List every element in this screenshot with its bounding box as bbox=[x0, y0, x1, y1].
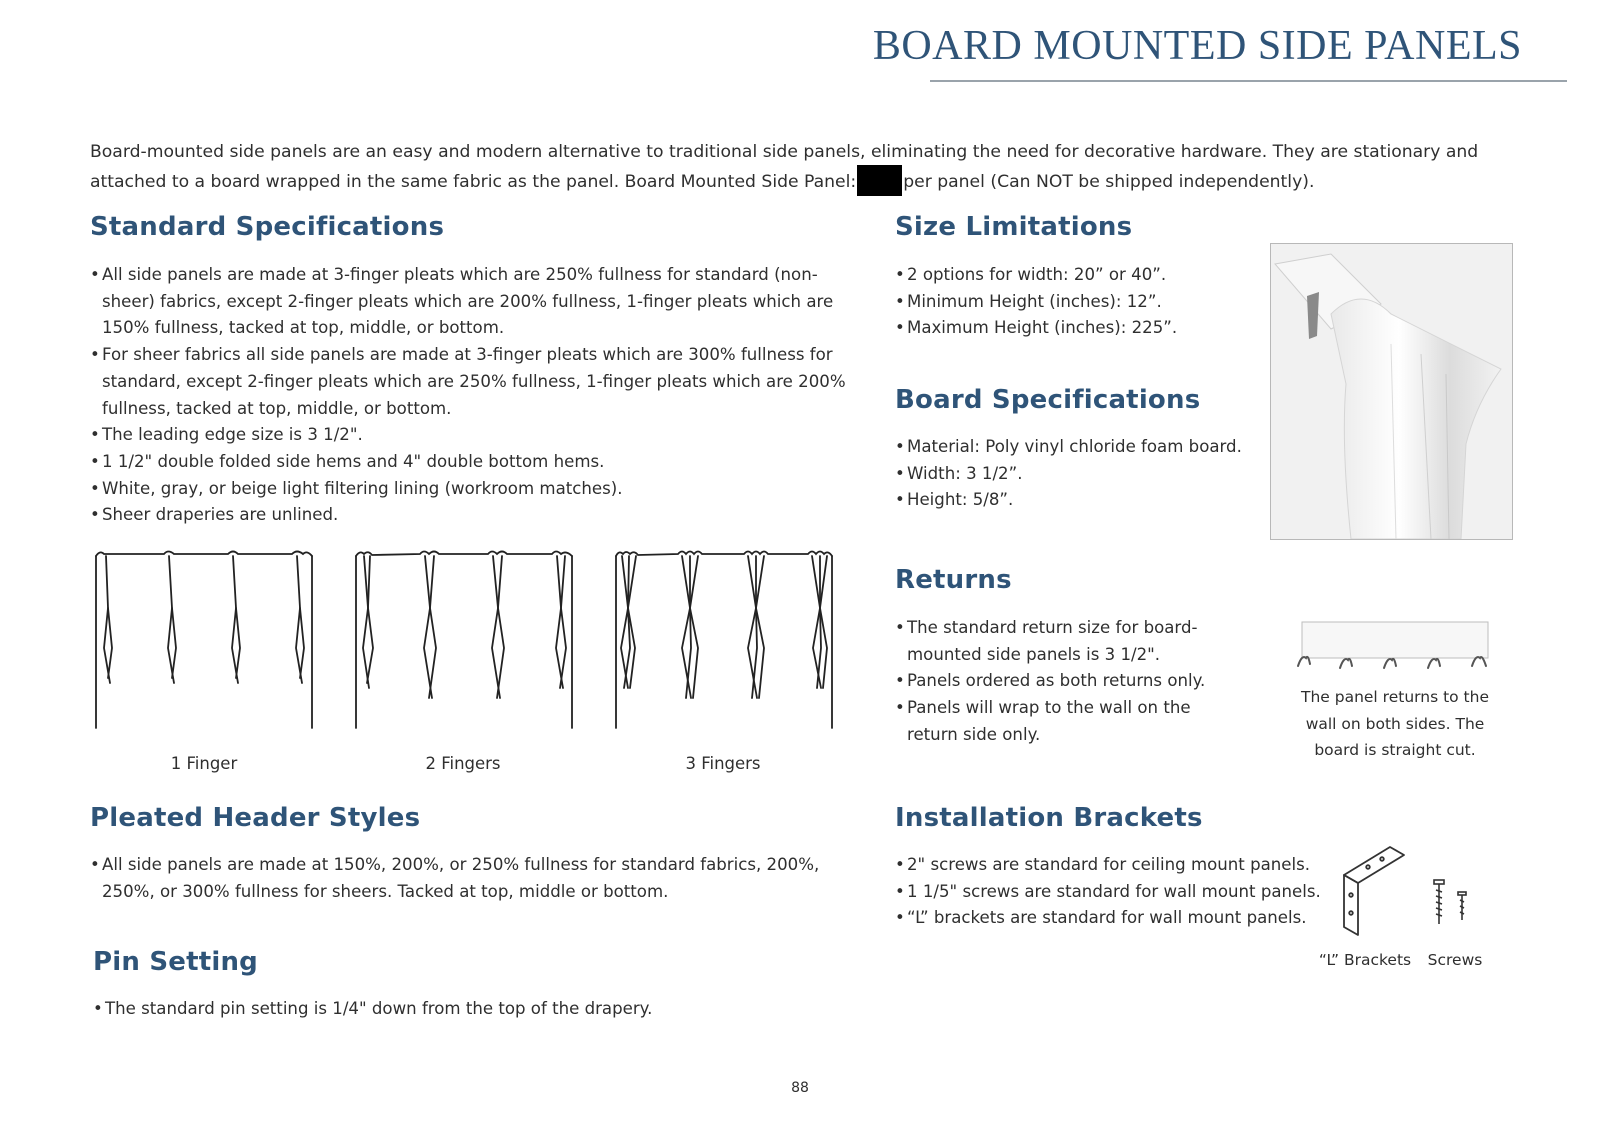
standard-specs-list bbox=[90, 262, 860, 529]
page-title: BOARD MOUNTED SIDE PANELS bbox=[872, 23, 1522, 69]
list-item: • Panels will wrap to the wall on the return side only. bbox=[895, 695, 1215, 748]
l-bracket-icon bbox=[1340, 845, 1410, 937]
list-item: • Panels ordered as both returns only. bbox=[895, 668, 1215, 695]
list-item: • White, gray, or beige light filtering lining (workroom matches). bbox=[90, 476, 860, 503]
size-limitations-heading: Size Limitations bbox=[895, 212, 1133, 242]
l-brackets-label: “L” Brackets bbox=[1318, 951, 1412, 969]
redacted-price bbox=[857, 165, 902, 196]
size-limitations-list bbox=[895, 262, 1255, 342]
screws-icon bbox=[1427, 878, 1473, 928]
board-specs-list bbox=[895, 434, 1255, 514]
returns-top-view-diagram bbox=[1290, 614, 1500, 674]
installation-heading: Installation Brackets bbox=[895, 803, 1203, 833]
list-item: • The leading edge size is 3 1/2". bbox=[90, 422, 860, 449]
returns-caption: The panel returns to the wall on both sides. The board is straight cut. bbox=[1300, 688, 1489, 759]
list-item: • 1 1/5" screws are standard for wall mount panels. bbox=[895, 879, 1325, 906]
list-item: • For sheer fabrics all side panels are made at 3-finger pleats which are 300% fullness for standard, except 2-finger pleats which are 250% fullness, 1-finger pleats which are 200% fullness, tacked at top, middle, or bottom. bbox=[90, 342, 860, 422]
page-number: 88 bbox=[791, 1080, 809, 1096]
pleated-header-heading: Pleated Header Styles bbox=[90, 803, 421, 833]
list-item: • Material: Poly vinyl chloride foam board. bbox=[895, 434, 1255, 461]
three-fingers-label: 3 Fingers bbox=[685, 754, 761, 773]
title-underline bbox=[930, 80, 1567, 82]
list-item: • 2" screws are standard for ceiling mount panels. bbox=[895, 852, 1325, 879]
list-item: • The standard return size for board-mounted side panels is 3 1/2". bbox=[895, 615, 1215, 668]
list-item: • Maximum Height (inches): 225”. bbox=[895, 315, 1255, 342]
board-mounted-panel-photo bbox=[1270, 243, 1513, 540]
intro-paragraph bbox=[90, 140, 1510, 196]
two-fingers-label: 2 Fingers bbox=[425, 754, 501, 773]
board-specs-heading: Board Specifications bbox=[895, 385, 1201, 415]
list-item: • All side panels are made at 150%, 200%, or 250% fullness for standard fabrics, 200%, 250%, or 300% fullness for sheers. Tacked at top, middle or bottom. bbox=[90, 852, 860, 905]
two-finger-pleat-drawing bbox=[356, 552, 572, 729]
pin-setting-heading: Pin Setting bbox=[93, 947, 258, 977]
list-item: • The standard pin setting is 1/4" down from the top of the drapery. bbox=[93, 996, 863, 1023]
returns-list bbox=[895, 615, 1215, 749]
three-finger-pleat-drawing bbox=[616, 552, 832, 729]
list-item: • All side panels are made at 3-finger pleats which are 250% fullness for standard (non-sheer) fabrics, except 2-finger pleats which are 200% fullness, 1-finger pleats which are 150% fullness, tacked at top, middle, or bottom. bbox=[90, 262, 860, 342]
returns-heading: Returns bbox=[895, 565, 1012, 595]
list-item: • 1 1/2" double folded side hems and 4" double bottom hems. bbox=[90, 449, 860, 476]
list-item: • Minimum Height (inches): 12”. bbox=[895, 289, 1255, 316]
list-item: • Sheer draperies are unlined. bbox=[90, 502, 860, 529]
standard-specs-heading: Standard Specifications bbox=[90, 212, 445, 242]
pleat-styles-illustration bbox=[90, 548, 850, 733]
intro-text-1: Board-mounted side panels are an easy and modern alternative to traditional side panels, eliminating the need for decorative hardware. They are stationary and attached to a board wrapped in the same fabric as the panel. Board Mounted Side Panel: bbox=[90, 142, 1479, 192]
list-item: • 2 options for width: 20” or 40”. bbox=[895, 262, 1255, 289]
one-finger-label: 1 Finger bbox=[170, 754, 238, 773]
pin-setting-list bbox=[93, 996, 863, 1023]
screws-label: Screws bbox=[1427, 951, 1483, 969]
list-item: • Height: 5/8”. bbox=[895, 487, 1255, 514]
list-item: • Width: 3 1/2”. bbox=[895, 461, 1255, 488]
pleated-header-list bbox=[90, 852, 860, 905]
intro-text-2: per panel (Can NOT be shipped independently). bbox=[903, 172, 1315, 192]
one-finger-pleat-drawing bbox=[96, 552, 312, 729]
installation-list bbox=[895, 852, 1325, 932]
list-item: • “L” brackets are standard for wall mount panels. bbox=[895, 905, 1325, 932]
